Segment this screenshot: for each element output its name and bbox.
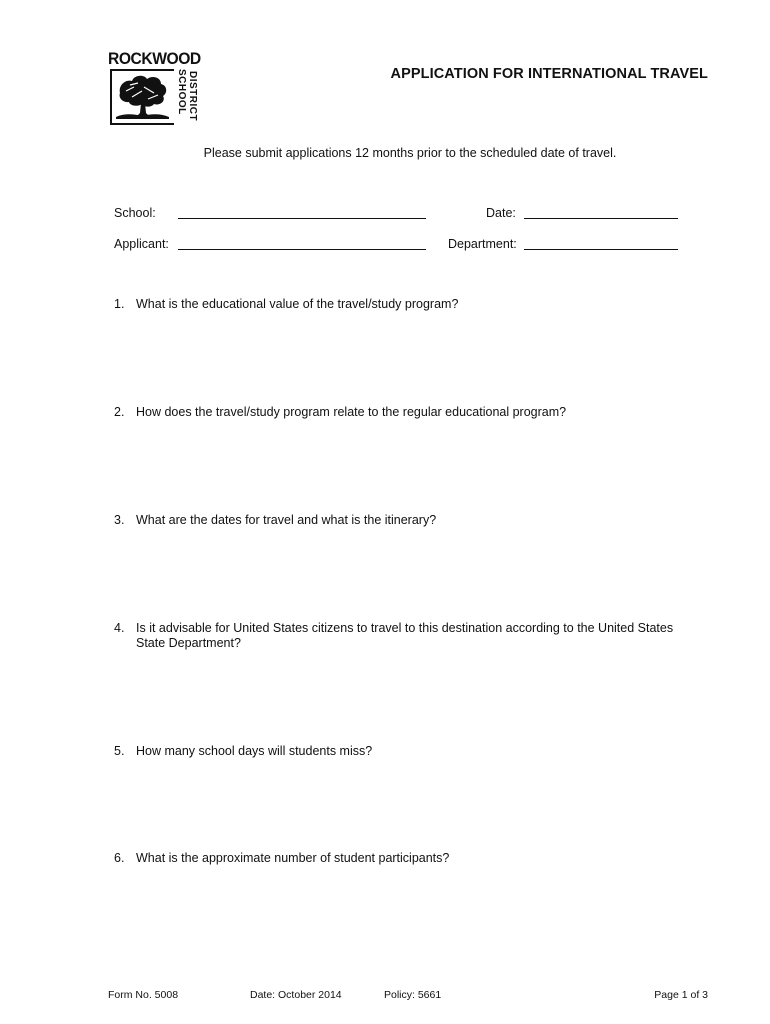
date-label: Date: — [486, 206, 516, 220]
footer-page-number: Page 1 of 3 — [654, 989, 708, 1001]
question-text: What is the educational value of the travel/study program? — [136, 297, 459, 311]
school-label: School: — [114, 206, 156, 220]
question-number: 6. — [114, 851, 125, 865]
applicant-field[interactable] — [178, 249, 426, 250]
question-text: Is it advisable for United States citizens to travel to this destination according to the United States State Department? — [136, 621, 674, 650]
footer-policy: Policy: 5661 — [384, 989, 442, 1001]
question-number: 5. — [114, 744, 125, 758]
instruction-text: Please submit applications 12 months prior to the scheduled date of travel. — [203, 146, 617, 160]
logo-side-line1: SCHOOL — [176, 69, 187, 115]
footer-form-number: Form No. 5008 — [108, 989, 179, 1001]
footer-date: Date: October 2014 — [250, 989, 342, 1001]
logo-wordmark: ROCKWOOD — [108, 49, 201, 68]
question-number: 1. — [114, 297, 125, 311]
date-field[interactable] — [524, 218, 678, 219]
department-field[interactable] — [524, 249, 678, 250]
school-field[interactable] — [178, 218, 426, 219]
logo-side-text — [174, 69, 200, 125]
question-number: 2. — [114, 405, 125, 419]
department-label: Department: — [448, 237, 517, 251]
applicant-label: Applicant: — [114, 237, 169, 251]
logo-side-line2: DISTRICT — [187, 71, 198, 122]
tree-icon — [114, 73, 170, 119]
district-logo — [108, 49, 201, 124]
question-text: What are the dates for travel and what is the itinerary? — [136, 513, 437, 527]
question-text: How many school days will students miss? — [136, 744, 373, 758]
question-number: 3. — [114, 513, 125, 527]
question-number: 4. — [114, 621, 125, 635]
page-title: APPLICATION FOR INTERNATIONAL TRAVEL — [390, 66, 708, 82]
question-text: How does the travel/study program relate to the regular educational program? — [136, 405, 567, 419]
question-text: What is the approximate number of student participants? — [136, 851, 450, 865]
